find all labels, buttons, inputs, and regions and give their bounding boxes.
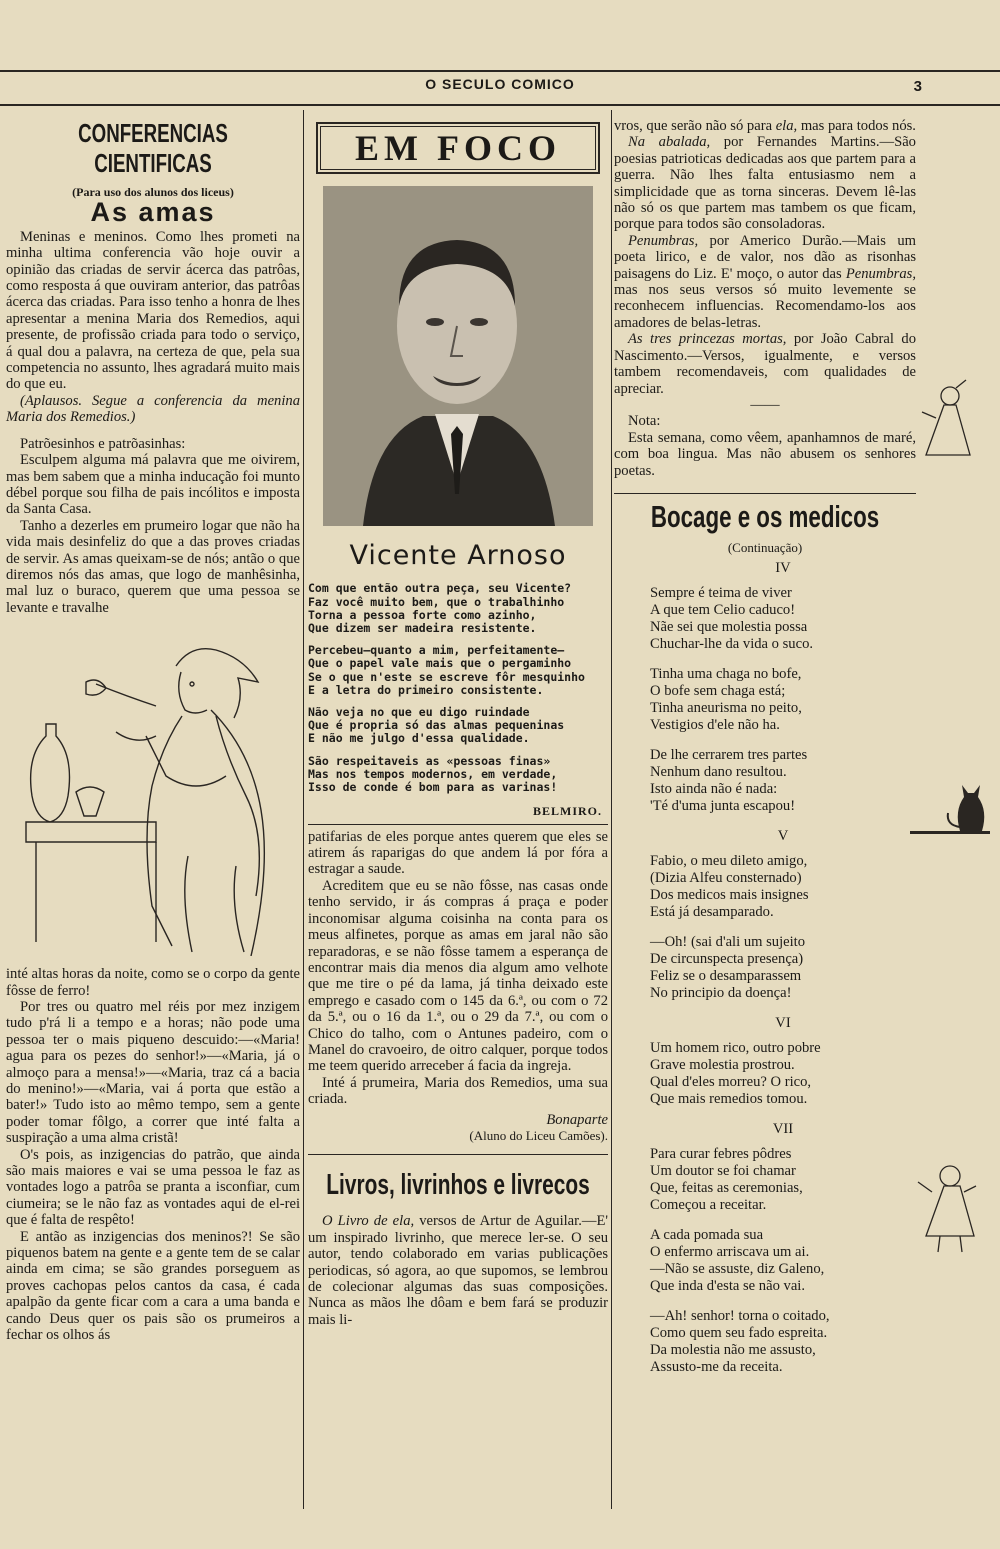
paragraph: Patrõesinhos e patrõasinhas: bbox=[20, 435, 186, 452]
verse-line: Um doutor se foi chamar bbox=[650, 1163, 796, 1180]
paragraph: Por tres ou quatro mel réis por mez inzigem tudo p'rá li a tempo e a horas; não pode uma pessoa ter o mais piqueno descuido:—«Maria! agua para os pezes do senhor!»—«Maria, já o almoço para a mensa!»—«Maria, traz cá a bacia do menino!»—«Maria, vai á porta que estão a bater!» Tudo isto ao mêmo tempo, sem a gente poder tomar fôlgo, a correr que inté falta a suspiração a uma alma cristã! bbox=[6, 998, 300, 1147]
stanza bbox=[650, 1040, 916, 1108]
divider bbox=[308, 824, 608, 825]
paragraph: Tanho a dezerles em prumeiro logar que não ha vida mais desinfeliz do que a das proves criadas de servir. As amas queixam-se de nós; antão o que diremos nós das amas, que logo de manhêsinha, mal luz o buraco, querem que uma pessoa se levante e travalhe bbox=[6, 517, 300, 616]
portrait-figure bbox=[323, 186, 593, 526]
verse-line: Se o que n'este se escreve fôr mesquinho bbox=[308, 669, 585, 684]
verse-line: Qual d'eles morreu? O rico, bbox=[650, 1074, 812, 1091]
column-1 bbox=[6, 118, 300, 1344]
section-numeral: IV bbox=[775, 560, 791, 577]
poem-section-vi bbox=[614, 1015, 916, 1108]
stanza bbox=[650, 934, 916, 1002]
paragraph bbox=[614, 134, 916, 232]
stanza bbox=[650, 666, 916, 734]
paragraph-text: mas para todos nós. bbox=[797, 118, 916, 134]
cat-doodle-icon bbox=[910, 775, 990, 839]
stanza bbox=[650, 1227, 916, 1295]
book-title: O Livro de ela, bbox=[322, 1213, 415, 1230]
verse-line: E não me julgo d'essa qualidade. bbox=[308, 731, 530, 746]
header-rule bbox=[0, 104, 1000, 106]
verse-line: De circunspecta presença) bbox=[650, 951, 804, 968]
paragraph bbox=[614, 118, 916, 134]
paragraph-text: por João Cabral do Nascimento.—Versos, igualmente, e versos tambem recomendaveis, com qualidades de apreciar. bbox=[614, 331, 916, 397]
poem-signature: BELMIRO. bbox=[532, 804, 602, 819]
verse-line: A cada pomada sua bbox=[650, 1227, 764, 1244]
article-title: As amas bbox=[90, 197, 216, 228]
conferencias-heading: CONFERENCIAS CIENTIFICAS bbox=[78, 118, 228, 178]
verse-line: Fabio, o meu dileto amigo, bbox=[650, 853, 808, 870]
girl-doodle-icon bbox=[914, 1158, 984, 1258]
author-note: (Aluno do Liceu Camões). bbox=[469, 1127, 608, 1143]
verse-line: Não veja no que eu digo ruindade bbox=[308, 705, 530, 720]
paragraph: O's pois, as inzigencias do patrão, que ainda são mais maiores e vai se uma pessoa le faz as vontades logo a patrôa se pranta a isconfiar, cum ciumeira; se le não faz as vontades aqui de el-rei que é falta de respêto! bbox=[6, 1146, 300, 1229]
verse-line: Sempre é teima de viver bbox=[650, 585, 792, 602]
verse-line: Que, feitas as ceremonias, bbox=[650, 1180, 803, 1197]
portrait-name: Vicente Arnoso bbox=[349, 540, 567, 571]
verse-line: Que o papel vale mais que o pergaminho bbox=[308, 656, 572, 671]
paragraph-text: por Americo Durão.—Mais um poeta lirico, e de valor, nos dão as risonhas paisagens do Liz. E' moço, o autor das bbox=[614, 232, 916, 282]
verse-line: Que dizem ser madeira resistente. bbox=[308, 621, 537, 636]
maid-illustration bbox=[6, 626, 300, 956]
verse-line: Faz você muito bem, que o trabalhinho bbox=[308, 594, 565, 609]
verse-line: —Não se assuste, diz Galeno, bbox=[650, 1261, 825, 1278]
stanza bbox=[650, 1308, 916, 1376]
section-numeral: VII bbox=[772, 1121, 794, 1138]
verse-line: Grave molestia prostrou. bbox=[650, 1057, 795, 1074]
masthead: O SECULO COMICO bbox=[425, 76, 575, 92]
verse-line: São respeitaveis as «pessoas finas» bbox=[308, 753, 551, 768]
book-title: As tres princezas mortas, bbox=[628, 331, 787, 348]
paragraph-text: mas nos seus versos só muito levemente se reconhecem influencias. Recomendamo-los aos amadores de belas-letras. bbox=[614, 282, 916, 331]
verse-line: Vestigios d'ele não ha. bbox=[650, 717, 780, 734]
portrait-photo bbox=[323, 186, 593, 526]
paragraph: Acreditem que eu se não fôsse, nas casas onde tenho servido, ir ás compras á praça e poder inconomisar alguma coisinha na conta para os meus alfinetes, porque as amas em jaral não são reparadoras, e se não fôsse tamem a esperança de encontrar mais dia menos dia algum amo velhote que me tire o pé da lama, já tinha deixado este emprego e casado com o 145 da 6.ª, ou com o 72 da 5.ª, ou o 16 da 1.ª, ou o 29 da 7.ª, ou com o Chico do talho, com o Antunes padeiro, com o Manel do cravoeiro, de oitro calquer, porque todos me teem querido arreceber á facia da ingreja. bbox=[308, 877, 608, 1075]
stanza bbox=[308, 706, 608, 746]
paragraph: Esta semana, como vêem, apanhamnos de maré, com boa lingua. Mas não abusem os senhores poetas. bbox=[614, 429, 916, 479]
conferencias-subheading: (Para uso dos alunos dos liceus) bbox=[72, 185, 234, 199]
verse-line: Da molestia não me assusto, bbox=[650, 1342, 816, 1359]
author-name: Bonaparte bbox=[546, 1111, 608, 1128]
paragraph-text: por Fernandes Martins.—São poesias patrioticas dedicadas aos que partem para a guerra. Não lhes falta entusiasmo nem a simplicidade que as torna sinceras. Devem lê-las não só os que partem mas tambem os que ficam, porque para todos são consoladoras. bbox=[614, 134, 916, 233]
column-3 bbox=[614, 118, 916, 1389]
paragraph: Meninas e meninos. Como lhes prometi na minha ultima conferencia vão hoje ouvir a opinião das criadas de servir ácerca das patrôas, como resposta á que ouviram anterior, das patrôas ácerca das criadas. Para isso tenho a honra de lhes apresentar a menina Maria dos Remedios, aqui presente, de profissão criada para todo o serviço, á qual dou a palavra, na certeza de que, pela sua competencia no assunto, lhes agradará muito mais do que eu. bbox=[6, 228, 300, 393]
verse-line: Nãe sei que molestia possa bbox=[650, 619, 808, 636]
em-foco-header bbox=[316, 122, 600, 174]
verse-line: (Dizia Alfeu consternado) bbox=[650, 870, 802, 887]
em-foco-title: EM FOCO bbox=[320, 126, 596, 170]
paragraph: Esculpem alguma má palavra que me oivirem, mas bem sabem que a minha inducação foi munto débel porque sou filha de pais incólitos e imposta da Santa Casa. bbox=[6, 452, 300, 518]
book-title: ela, bbox=[775, 118, 798, 134]
paragraph bbox=[614, 331, 916, 397]
bocage-heading: Bocage e os medicos bbox=[650, 498, 880, 534]
sonnet bbox=[308, 582, 608, 794]
stanza bbox=[650, 585, 916, 653]
verse-line: Como quem seu fado espreita. bbox=[650, 1325, 828, 1342]
verse-line: Chuchar-lhe da vida o suco. bbox=[650, 636, 814, 653]
verse-line: O bofe sem chaga está; bbox=[650, 683, 786, 700]
verse-line: Que mais remedios tomou. bbox=[650, 1091, 808, 1108]
verse-line: Isto ainda não é nada: bbox=[650, 781, 778, 798]
poem-section-iv bbox=[614, 560, 916, 815]
book-title: Na abalada, bbox=[628, 134, 711, 151]
verse-line: Um homem rico, outro pobre bbox=[650, 1040, 821, 1057]
stanza bbox=[308, 644, 608, 697]
verse-line: 'Té d'uma junta escapou! bbox=[650, 798, 796, 815]
verse-line: Com que então outra peça, seu Vicente? bbox=[308, 581, 572, 596]
divider bbox=[614, 493, 916, 494]
girl-doodle-icon bbox=[916, 378, 972, 468]
verse-line: Isso de conde é bom para as varinas! bbox=[308, 780, 558, 795]
stanza bbox=[650, 853, 916, 921]
top-rule bbox=[0, 70, 1000, 72]
paragraph-text: vros, que serão não só para bbox=[614, 118, 776, 134]
paragraph: inté altas horas da noite, como se o corpo da gente fôsse de ferro! bbox=[6, 966, 300, 999]
short-dash: —— bbox=[750, 396, 780, 413]
section-numeral: V bbox=[777, 828, 789, 845]
paragraph: patifarias de eles porque antes querem que eles se atirem ás raparigas do que andem lá por fóra a estragar a saude. bbox=[308, 828, 608, 878]
bocage-subheading: (Continuação) bbox=[727, 539, 803, 555]
verse-line: Assusto-me da receita. bbox=[650, 1359, 783, 1376]
paragraph: E antão as inzigencias dos meninos?! Se são piquenos batem na gente e a gente tem de se calar ainda em cima; se são grandes porseguem as proves cachopas pelos cantos da casa, é cada apalpão da gente ficar com a cara a uma banda e cando Deus quer os pais são os prumeiros a fechar os olhos ás bbox=[6, 1228, 300, 1344]
stanza bbox=[650, 1146, 916, 1214]
poem-section-v bbox=[614, 828, 916, 1002]
verse-line: —Ah! senhor! torna o coitado, bbox=[650, 1308, 830, 1325]
paragraph-text: versos de Artur de Aguilar.—E' um inspirado livrinho, que merece ler-se. O seu autor, tendo colaborado em varias publicações periodicas, só agora, ao que supomos, se lembrou de colecionar algumas das suas composições. Nunca as mãos lhe dôam e bem fará se produzir mais li- bbox=[308, 1213, 609, 1328]
stanza bbox=[650, 747, 916, 815]
verse-line: Que inda d'esta se não vai. bbox=[650, 1278, 806, 1295]
verse-line: Está já desamparado. bbox=[650, 904, 774, 921]
book-title: Penumbras, bbox=[628, 232, 699, 249]
verse-line: Mas nos tempos modernos, em verdade, bbox=[308, 766, 558, 781]
note-label: Nota: bbox=[628, 413, 661, 430]
verse-line: Feliz se o desamparassem bbox=[650, 968, 802, 985]
stanza bbox=[308, 582, 608, 635]
book-title: Penumbras, bbox=[845, 265, 916, 282]
verse-line: Torna a pessoa forte como azinho, bbox=[308, 607, 537, 622]
verse-line: Percebeu—quanto a mim, perfeitamente— bbox=[308, 643, 565, 658]
paragraph: Inté á prumeira, Maria dos Remedios, uma sua criada. bbox=[308, 1074, 608, 1108]
verse-line: —Oh! (sai d'ali um sujeito bbox=[650, 934, 806, 951]
verse-line: O enfermo arriscava um ai. bbox=[650, 1244, 810, 1261]
verse-line: No principio da doença! bbox=[650, 985, 792, 1002]
paragraph bbox=[308, 1213, 608, 1328]
verse-line: Dos medicos mais insignes bbox=[650, 887, 809, 904]
verse-line: Começou a receitar. bbox=[650, 1197, 767, 1214]
stanza bbox=[308, 755, 608, 795]
paragraph bbox=[614, 233, 916, 331]
verse-line: A que tem Celio caduco! bbox=[650, 602, 796, 619]
verse-line: Para curar febres pôdres bbox=[650, 1146, 792, 1163]
divider bbox=[308, 1154, 608, 1155]
verse-line: Tinha uma chaga no bofe, bbox=[650, 666, 802, 683]
verse-line: De lhe cerrarem tres partes bbox=[650, 747, 808, 764]
section-numeral: VI bbox=[775, 1015, 791, 1032]
verse-line: E a letra do primeiro consistente. bbox=[308, 682, 544, 697]
poem-section-vii bbox=[614, 1121, 916, 1376]
column-2 bbox=[308, 118, 608, 1328]
column-rule bbox=[611, 110, 612, 1509]
livros-heading: Livros, livrinhos e livrecos bbox=[326, 1169, 590, 1202]
page-number: 3 bbox=[913, 78, 922, 95]
verse-line: Que é propria só das almas pequeninas bbox=[308, 718, 565, 733]
verse-line: Nenhum dano resultou. bbox=[650, 764, 787, 781]
paragraph-italic: (Aplausos. Segue a conferencia da menina Maria dos Remedios.) bbox=[6, 392, 300, 426]
column-rule bbox=[303, 110, 304, 1509]
verse-line: Tinha aneurisma no peito, bbox=[650, 700, 802, 717]
